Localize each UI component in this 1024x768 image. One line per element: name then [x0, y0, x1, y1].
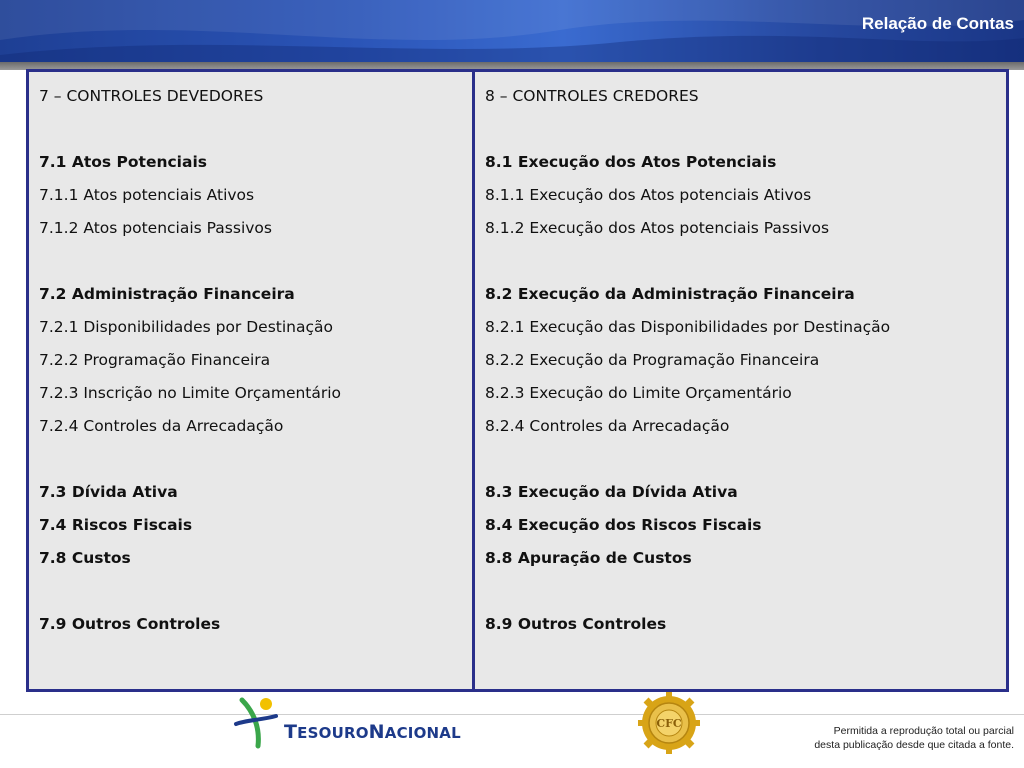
- column-controles-devedores: [29, 72, 475, 689]
- left-spacer: [39, 113, 472, 146]
- logo-word-acional: ACIONAL: [384, 724, 461, 742]
- footer-divider: [0, 714, 1024, 715]
- left-entry: 7.8 Custos: [39, 549, 131, 567]
- logo-word-esouro: ESOURO: [297, 724, 369, 742]
- header-bar: [0, 0, 1024, 62]
- left-entry: 7.9 Outros Controles: [39, 615, 221, 633]
- page-title: Relação de Contas: [861, 14, 1014, 33]
- tesouro-nacional-wordmark: [284, 721, 461, 743]
- right-entry: 8 – CONTROLES CREDORES: [485, 87, 699, 105]
- right-spacer: [485, 113, 1006, 146]
- tesouro-nacional-logo: [232, 694, 461, 750]
- logo-letter-t: T: [284, 721, 298, 743]
- right-entry: 8.2 Execução da Administração Financeira: [485, 285, 855, 303]
- left-entry: 7.1.2 Atos potenciais Passivos: [39, 219, 272, 237]
- right-spacer: [485, 575, 1006, 608]
- left-entry: 7.1 Atos Potenciais: [39, 153, 207, 171]
- left-spacer: [39, 443, 472, 476]
- right-entry: 8.2.1 Execução das Disponibilidades por Destinação: [485, 318, 891, 336]
- left-entry: 7.2.3 Inscrição no Limite Orçamentário: [39, 384, 342, 402]
- right-entry: 8.2.2 Execução da Programação Financeira: [485, 351, 820, 369]
- right-entry: 8.1.2 Execução dos Atos potenciais Passivos: [485, 219, 830, 237]
- left-entry: 7.2.4 Controles da Arrecadação: [39, 417, 284, 435]
- left-entry: 7.2.2 Programação Financeira: [39, 351, 271, 369]
- cfc-seal-icon: [638, 692, 700, 754]
- permission-notice: [754, 724, 1014, 752]
- right-entry: 8.4 Execução dos Riscos Fiscais: [485, 516, 762, 534]
- right-entry: 8.1 Execução dos Atos Potenciais: [485, 153, 777, 171]
- right-entry: 8.1.1 Execução dos Atos potenciais Ativos: [485, 186, 812, 204]
- left-entry: 7.3 Dívida Ativa: [39, 483, 178, 501]
- tesouro-nacional-emblem-icon: [232, 694, 284, 750]
- right-entry: 8.3 Execução da Dívida Ativa: [485, 483, 738, 501]
- left-entry: 7.4 Riscos Fiscais: [39, 516, 193, 534]
- left-entry: 7.2 Administração Financeira: [39, 285, 295, 303]
- right-spacer: [485, 245, 1006, 278]
- left-entry: 7 – CONTROLES DEVEDORES: [39, 87, 264, 105]
- left-spacer: [39, 245, 472, 278]
- logo-letter-n: N: [368, 721, 385, 743]
- right-entry: 8.2.4 Controles da Arrecadação: [485, 417, 730, 435]
- permission-line-1: Permitida a reprodução total ou parcial: [833, 725, 1014, 737]
- permission-line-2: desta publicação desde que citada a fonte.: [814, 739, 1014, 751]
- column-controles-credores: [475, 72, 1006, 689]
- right-spacer: [485, 443, 1006, 476]
- accounts-table: [26, 69, 1009, 692]
- seal-text: CFC: [656, 717, 682, 730]
- left-entry: 7.2.1 Disponibilidades por Destinação: [39, 318, 333, 336]
- left-entry: 7.1.1 Atos potenciais Ativos: [39, 186, 255, 204]
- right-entry: 8.2.3 Execução do Limite Orçamentário: [485, 384, 792, 402]
- right-entry: 8.9 Outros Controles: [485, 615, 667, 633]
- right-entry: 8.8 Apuração de Custos: [485, 549, 692, 567]
- left-spacer: [39, 575, 472, 608]
